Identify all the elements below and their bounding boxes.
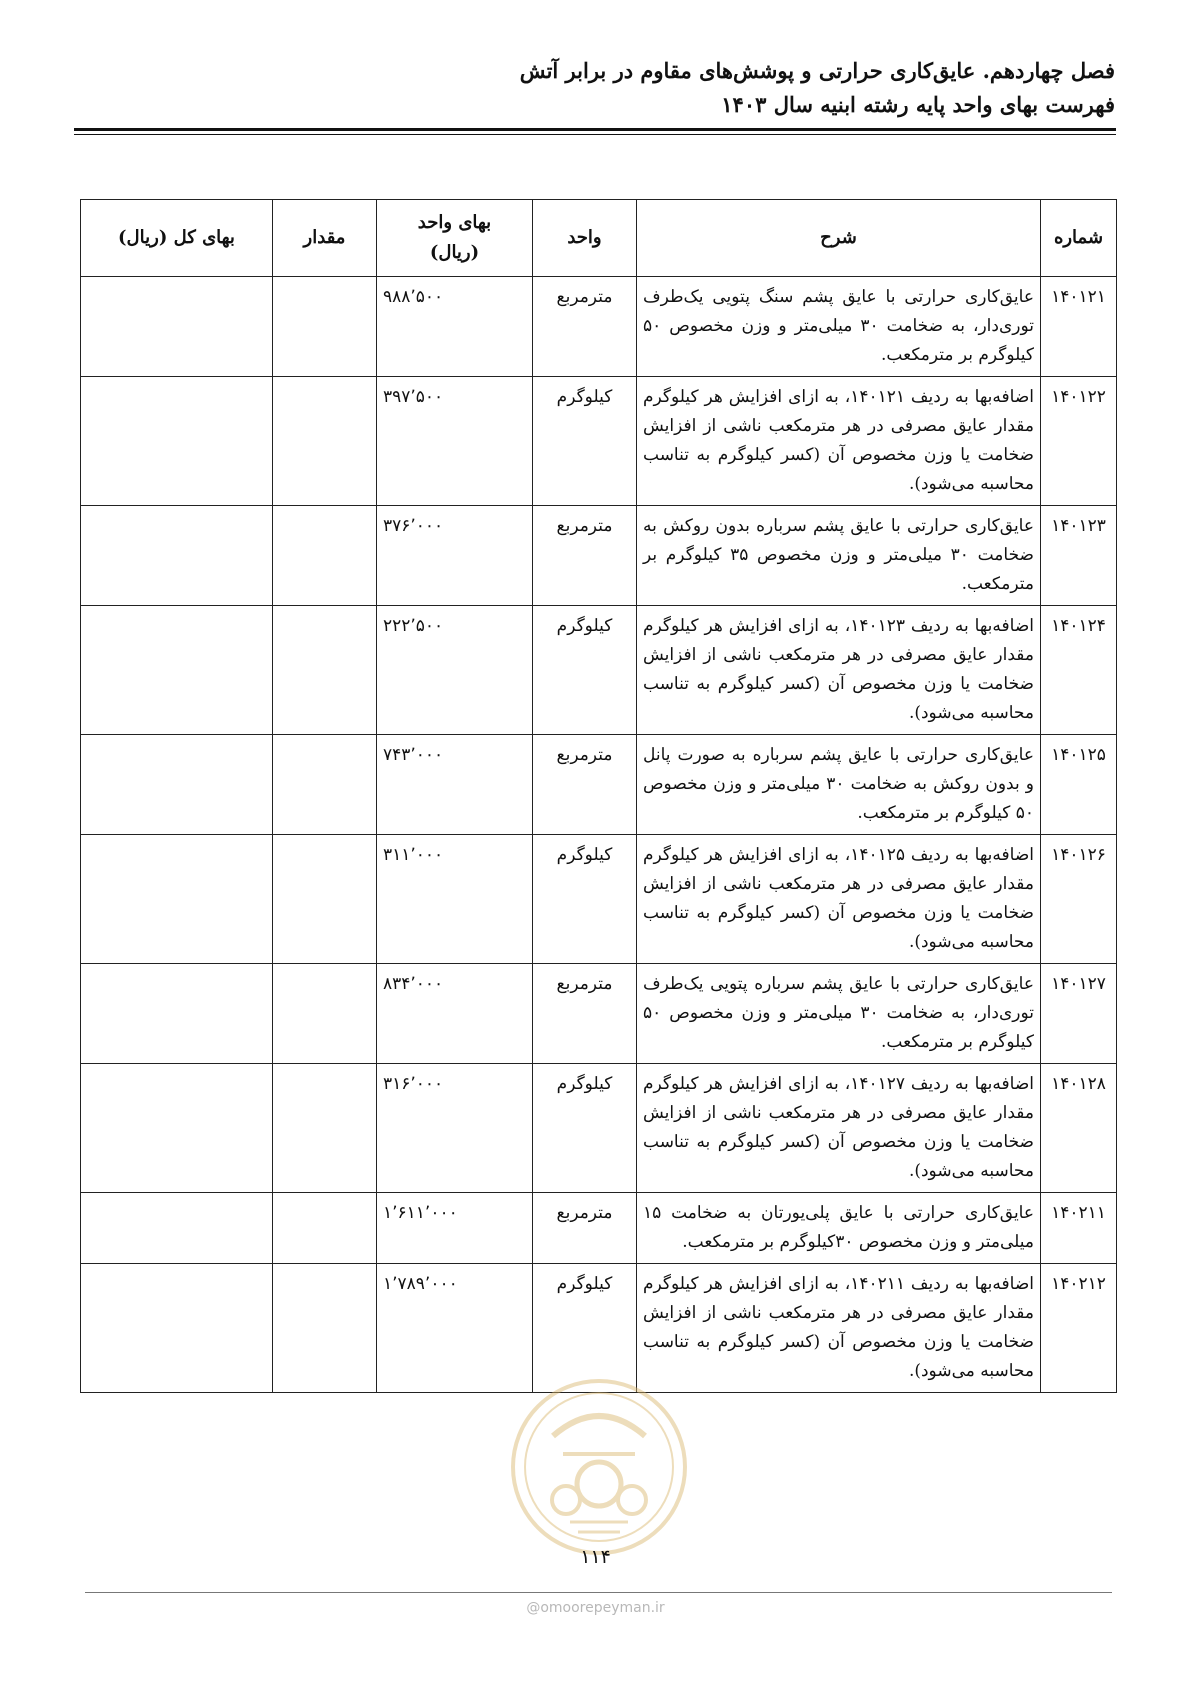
table-row <box>81 377 1117 506</box>
table-row <box>81 1264 1117 1393</box>
row-total-price <box>81 1064 273 1193</box>
row-total-price <box>81 1264 273 1393</box>
col-unit-price-line2: (ریال) <box>429 242 480 263</box>
row-quantity <box>273 1064 377 1193</box>
row-description: عایق‌کاری حرارتی با عایق پشم سرباره پتویی یک‌طرف توری‌دار، به ضخامت ۳۰ میلی‌متر و وزن مخصوص ۵۰ کیلوگرم بر مترمکعب. <box>637 964 1041 1064</box>
row-number: ۱۴۰۱۲۷ <box>1041 964 1117 1064</box>
row-unit-price: ۱٬۷۸۹٬۰۰۰ <box>377 1264 533 1393</box>
row-total-price <box>81 835 273 964</box>
table-header-row <box>81 200 1117 277</box>
row-number: ۱۴۰۱۲۱ <box>1041 277 1117 377</box>
row-unit: مترمربع <box>533 277 637 377</box>
row-quantity <box>273 1264 377 1393</box>
row-number: ۱۴۰۱۲۴ <box>1041 606 1117 735</box>
row-number: ۱۴۰۲۱۱ <box>1041 1193 1117 1264</box>
row-unit: مترمربع <box>533 964 637 1064</box>
watermark-text: @omoorepeyman.ir <box>526 1600 665 1616</box>
row-description: عایق‌کاری حرارتی با عایق پشم سرباره به صورت پانل و بدون روکش به ضخامت ۳۰ میلی‌متر و وزن مخصوص ۵۰ کیلوگرم بر مترمکعب. <box>637 735 1041 835</box>
table-row <box>81 1193 1117 1264</box>
row-number: ۱۴۰۱۲۲ <box>1041 377 1117 506</box>
row-total-price <box>81 606 273 735</box>
row-unit-price: ۹۸۸٬۵۰۰ <box>377 277 533 377</box>
table-row <box>81 506 1117 606</box>
row-unit-price: ۳۱۶٬۰۰۰ <box>377 1064 533 1193</box>
page-header <box>65 54 1115 122</box>
row-number: ۱۴۰۲۱۲ <box>1041 1264 1117 1393</box>
row-total-price <box>81 277 273 377</box>
footer-rule <box>85 1592 1112 1593</box>
row-unit-price: ۸۳۴٬۰۰۰ <box>377 964 533 1064</box>
table-row <box>81 606 1117 735</box>
table-row <box>81 835 1117 964</box>
row-quantity <box>273 377 377 506</box>
row-quantity <box>273 1193 377 1264</box>
row-unit-price: ۳۱۱٬۰۰۰ <box>377 835 533 964</box>
row-unit-price: ۳۷۶٬۰۰۰ <box>377 506 533 606</box>
row-total-price <box>81 735 273 835</box>
row-unit-price: ۱٬۶۱۱٬۰۰۰ <box>377 1193 533 1264</box>
row-total-price <box>81 506 273 606</box>
row-description: عایق‌کاری حرارتی با عایق پشم سنگ پتویی یک‌طرف توری‌دار، به ضخامت ۳۰ میلی‌متر و وزن مخصوص ۵۰ کیلوگرم بر مترمکعب. <box>637 277 1041 377</box>
chapter-title: فصل چهاردهم. عایق‌کاری حرارتی و پوشش‌های مقاوم در برابر آتش <box>519 58 1115 83</box>
row-description: اضافه‌بها به ردیف ۱۴۰۱۲۱، به ازای افزایش هر کیلوگرم مقدار عایق مصرفی در هر مترمکعب ناشی از افزایش ضخامت یا وزن مخصوص آن (کسر کیلوگرم به تناسب محاسبه می‌شود). <box>637 377 1041 506</box>
col-unit-price <box>377 200 533 277</box>
row-number: ۱۴۰۱۲۵ <box>1041 735 1117 835</box>
page-number: ۱۱۴ <box>580 1546 611 1568</box>
row-description: عایق‌کاری حرارتی با عایق پلی‌یورتان به ضخامت ۱۵ میلی‌متر و وزن مخصوص ۳۰کیلوگرم بر مترمکعب. <box>637 1193 1041 1264</box>
row-unit: مترمربع <box>533 1193 637 1264</box>
row-quantity <box>273 506 377 606</box>
row-number: ۱۴۰۱۲۸ <box>1041 1064 1117 1193</box>
table-row <box>81 277 1117 377</box>
table-row <box>81 1064 1117 1193</box>
table-row <box>81 735 1117 835</box>
row-total-price <box>81 1193 273 1264</box>
row-description: اضافه‌بها به ردیف ۱۴۰۱۲۵، به ازای افزایش هر کیلوگرم مقدار عایق مصرفی در هر مترمکعب ناشی از افزایش ضخامت یا وزن مخصوص آن (کسر کیلوگرم به تناسب محاسبه می‌شود). <box>637 835 1041 964</box>
row-unit: کیلوگرم <box>533 1064 637 1193</box>
row-unit: مترمربع <box>533 735 637 835</box>
row-number: ۱۴۰۱۲۶ <box>1041 835 1117 964</box>
row-quantity <box>273 964 377 1064</box>
row-unit-price: ۲۲۲٬۵۰۰ <box>377 606 533 735</box>
seal-watermark-icon <box>508 1376 690 1558</box>
col-description: شرح <box>637 200 1041 277</box>
table-row <box>81 964 1117 1064</box>
row-total-price <box>81 964 273 1064</box>
row-unit: کیلوگرم <box>533 835 637 964</box>
row-unit: کیلوگرم <box>533 606 637 735</box>
row-unit: مترمربع <box>533 506 637 606</box>
row-unit-price: ۷۴۳٬۰۰۰ <box>377 735 533 835</box>
row-total-price <box>81 377 273 506</box>
row-unit-price: ۳۹۷٬۵۰۰ <box>377 377 533 506</box>
row-unit: کیلوگرم <box>533 377 637 506</box>
row-description: اضافه‌بها به ردیف ۱۴۰۲۱۱، به ازای افزایش هر کیلوگرم مقدار عایق مصرفی در هر مترمکعب ناشی از افزایش ضخامت یا وزن مخصوص آن (کسر کیلوگرم به تناسب محاسبه می‌شود). <box>637 1264 1041 1393</box>
col-quantity: مقدار <box>273 200 377 277</box>
row-number: ۱۴۰۱۲۳ <box>1041 506 1117 606</box>
col-number: شماره <box>1041 200 1117 277</box>
col-unit: واحد <box>533 200 637 277</box>
row-quantity <box>273 835 377 964</box>
row-quantity <box>273 606 377 735</box>
header-rule-thick <box>74 128 1116 131</box>
row-quantity <box>273 735 377 835</box>
row-description: عایق‌کاری حرارتی با عایق پشم سرباره بدون روکش به ضخامت ۳۰ میلی‌متر و وزن مخصوص ۳۵ کیلوگرم بر مترمکعب. <box>637 506 1041 606</box>
row-description: اضافه‌بها به ردیف ۱۴۰۱۲۷، به ازای افزایش هر کیلوگرم مقدار عایق مصرفی در هر مترمکعب ناشی از افزایش ضخامت یا وزن مخصوص آن (کسر کیلوگرم به تناسب محاسبه می‌شود). <box>637 1064 1041 1193</box>
header-rule-thin <box>74 134 1116 135</box>
price-table <box>80 199 1117 1393</box>
col-total-price: بهای کل (ریال) <box>81 200 273 277</box>
row-unit: کیلوگرم <box>533 1264 637 1393</box>
col-unit-price-line1: بهای واحد <box>417 212 492 233</box>
row-description: اضافه‌بها به ردیف ۱۴۰۱۲۳، به ازای افزایش هر کیلوگرم مقدار عایق مصرفی در هر مترمکعب ناشی از افزایش ضخامت یا وزن مخصوص آن (کسر کیلوگرم به تناسب محاسبه می‌شود). <box>637 606 1041 735</box>
row-quantity <box>273 277 377 377</box>
list-title: فهرست بهای واحد پایه رشته ابنیه سال ۱۴۰۳ <box>721 92 1115 117</box>
